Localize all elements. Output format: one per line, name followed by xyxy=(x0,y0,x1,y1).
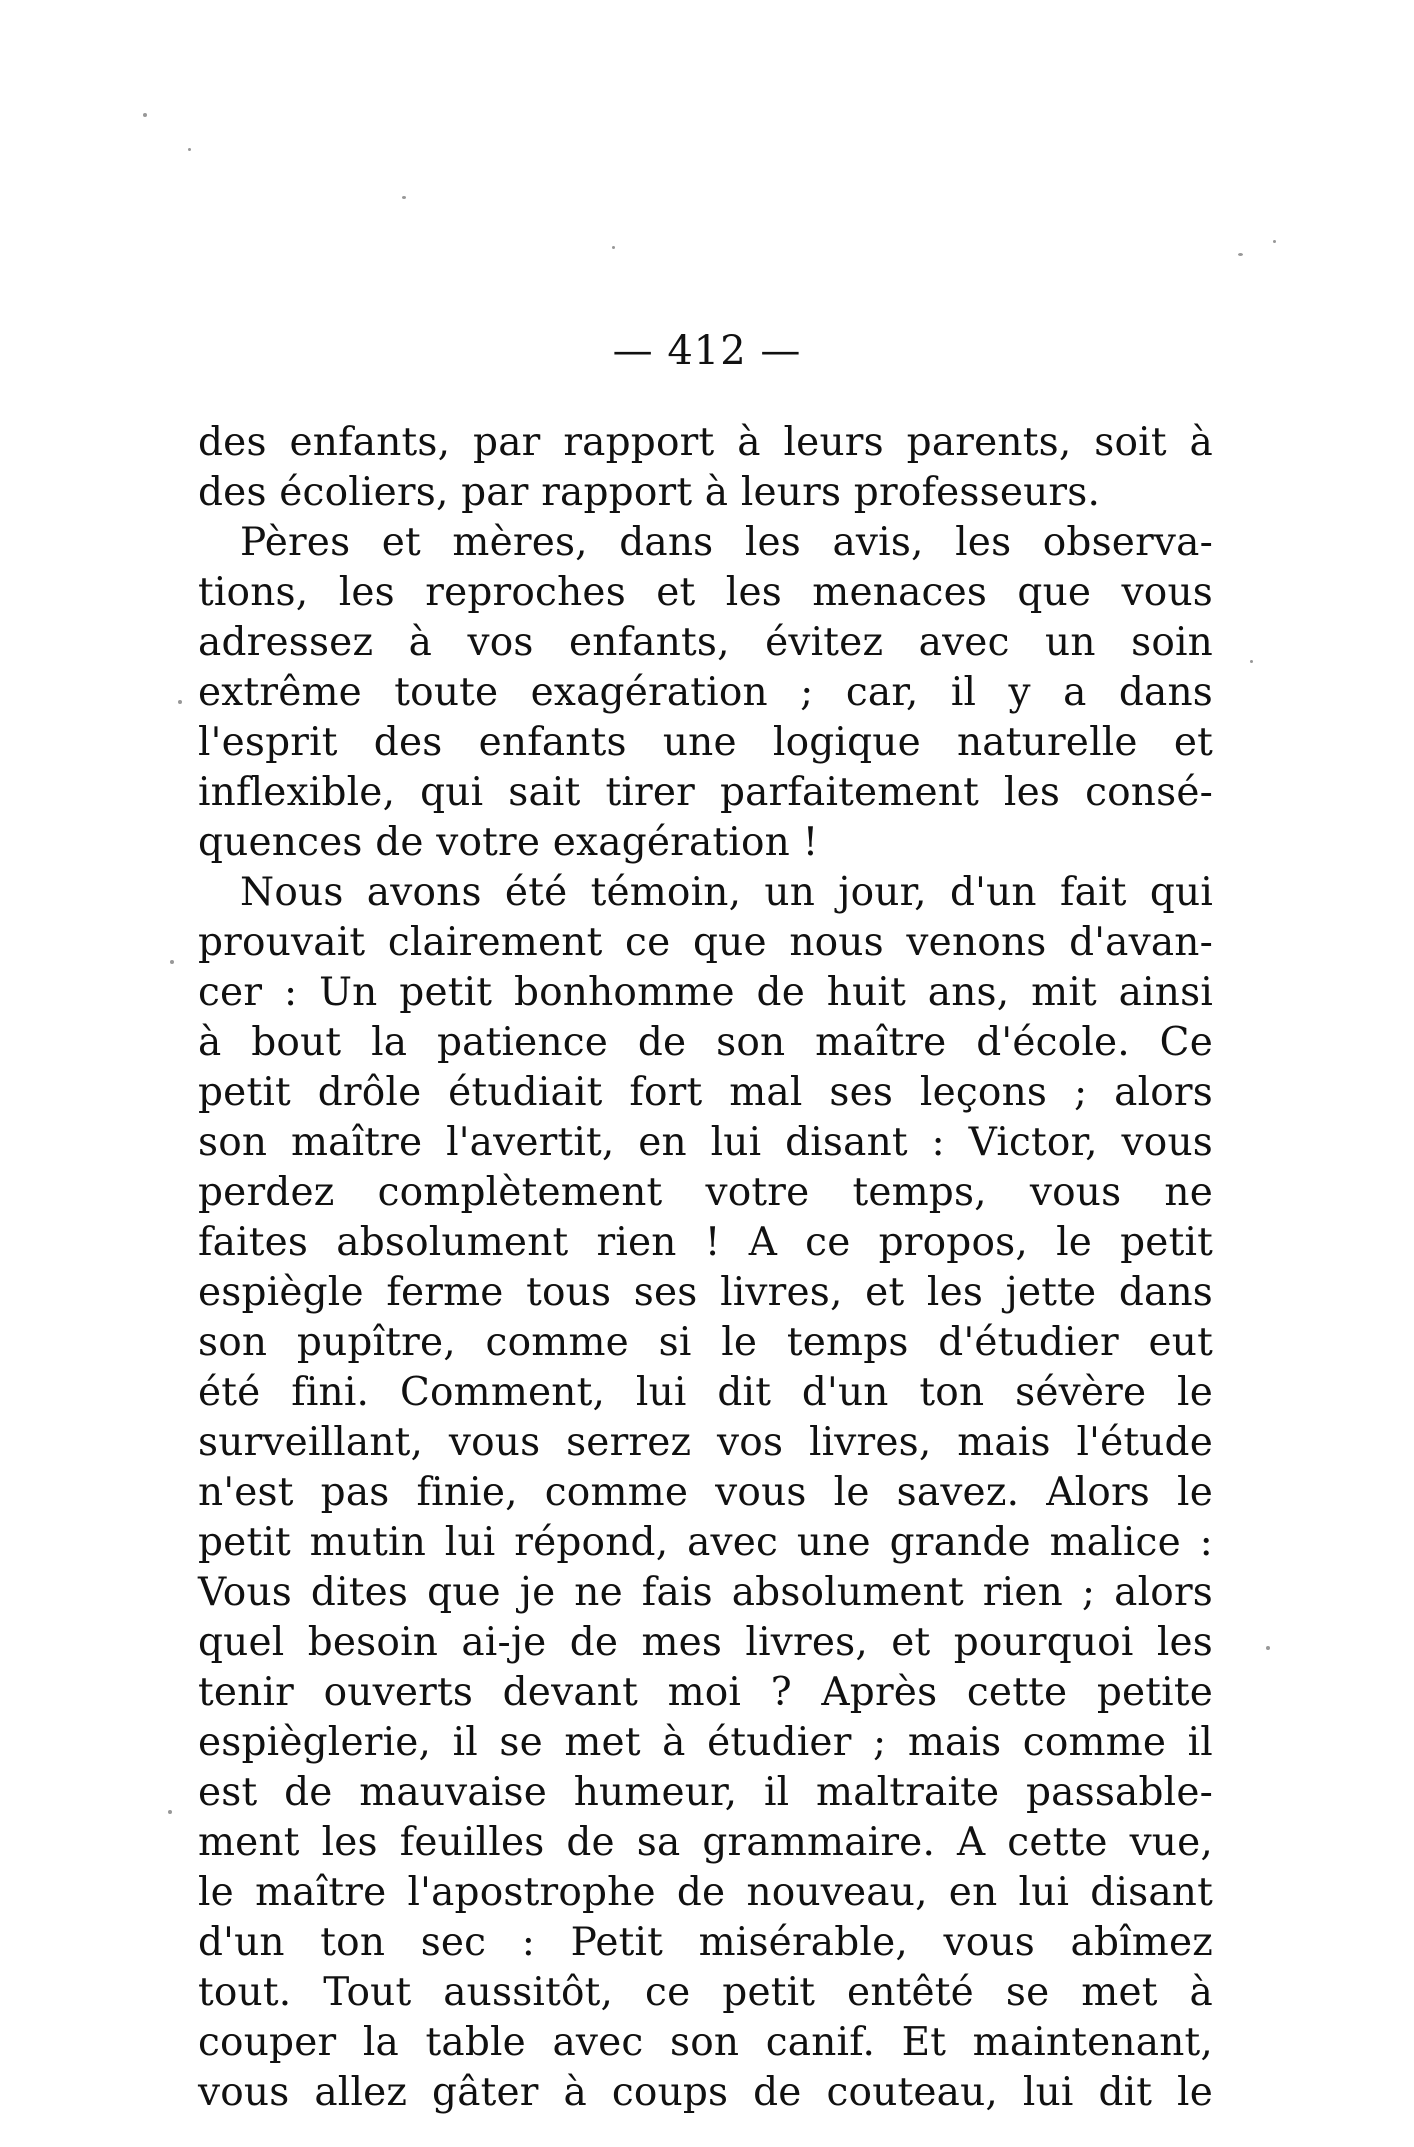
scan-speck xyxy=(1273,240,1276,243)
text-line: tout. Tout aussitôt, ce petit entêté se met à xyxy=(198,1970,1213,2015)
text-line: des enfants, par rapport à leurs parents, soit à xyxy=(198,420,1213,465)
text-line: est de mauvaise humeur, il maltraite passable- xyxy=(198,1770,1213,1815)
text-line: espiègle ferme tous ses livres, et les jette dans xyxy=(198,1270,1213,1315)
scan-speck xyxy=(1238,253,1243,256)
text-line: son maître l'avertit, en lui disant : Victor, vous xyxy=(198,1120,1213,1165)
scan-speck xyxy=(168,1810,172,1814)
text-line: n'est pas finie, comme vous le savez. Alors le xyxy=(198,1470,1213,1515)
scan-speck xyxy=(402,196,406,199)
text-line: Nous avons été témoin, un jour, d'un fait qui xyxy=(240,870,1213,915)
scan-speck xyxy=(1266,1646,1270,1650)
text-line: son pupître, comme si le temps d'étudier eut xyxy=(198,1320,1213,1365)
text-line: tions, les reproches et les menaces que vous xyxy=(198,570,1213,615)
scan-speck xyxy=(612,246,615,249)
body-text xyxy=(198,418,1213,2118)
scan-speck xyxy=(178,700,182,704)
text-line: ment les feuilles de sa grammaire. A cette vue, xyxy=(198,1820,1213,1865)
scan-speck xyxy=(170,960,174,964)
text-line: cer : Un petit bonhomme de huit ans, mit ainsi xyxy=(198,970,1213,1015)
text-line: couper la table avec son canif. Et maintenant, xyxy=(198,2020,1213,2065)
text-line: espièglerie, il se met à étudier ; mais comme il xyxy=(198,1720,1213,1765)
text-line: quel besoin ai-je de mes livres, et pourquoi les xyxy=(198,1620,1213,1665)
text-line: le maître l'apostrophe de nouveau, en lui disant xyxy=(198,1870,1213,1915)
page-number: — 412 — xyxy=(612,328,802,374)
text-line: été fini. Comment, lui dit d'un ton sévère le xyxy=(198,1370,1213,1415)
text-line: vous allez gâter à coups de couteau, lui dit le xyxy=(198,2070,1213,2115)
text-line: Pères et mères, dans les avis, les observa- xyxy=(240,520,1213,565)
scan-speck xyxy=(143,113,147,117)
text-line: surveillant, vous serrez vos livres, mais l'étude xyxy=(198,1420,1213,1465)
text-line: petit mutin lui répond, avec une grande malice : xyxy=(198,1520,1213,1565)
text-line: Vous dites que je ne fais absolument rien ; alors xyxy=(198,1570,1213,1615)
text-line: adressez à vos enfants, évitez avec un soin xyxy=(198,620,1213,665)
text-line: des écoliers, par rapport à leurs professeurs. xyxy=(198,470,1101,515)
text-line: petit drôle étudiait fort mal ses leçons ; alors xyxy=(198,1070,1213,1115)
text-line: tenir ouverts devant moi ? Après cette petite xyxy=(198,1670,1213,1715)
scan-speck xyxy=(188,148,191,151)
text-line: inflexible, qui sait tirer parfaitement les consé- xyxy=(198,770,1213,815)
text-line: l'esprit des enfants une logique naturelle et xyxy=(198,720,1213,765)
text-line: quences de votre exagération ! xyxy=(198,820,819,865)
text-line: à bout la patience de son maître d'école. Ce xyxy=(198,1020,1213,1065)
text-line: faites absolument rien ! A ce propos, le petit xyxy=(198,1220,1213,1265)
text-line: prouvait clairement ce que nous venons d'avan- xyxy=(198,920,1213,965)
scan-speck xyxy=(1250,660,1253,663)
text-line: perdez complètement votre temps, vous ne xyxy=(198,1170,1213,1215)
text-line: d'un ton sec : Petit misérable, vous abîmez xyxy=(198,1920,1213,1965)
text-line: extrême toute exagération ; car, il y a dans xyxy=(198,670,1213,715)
